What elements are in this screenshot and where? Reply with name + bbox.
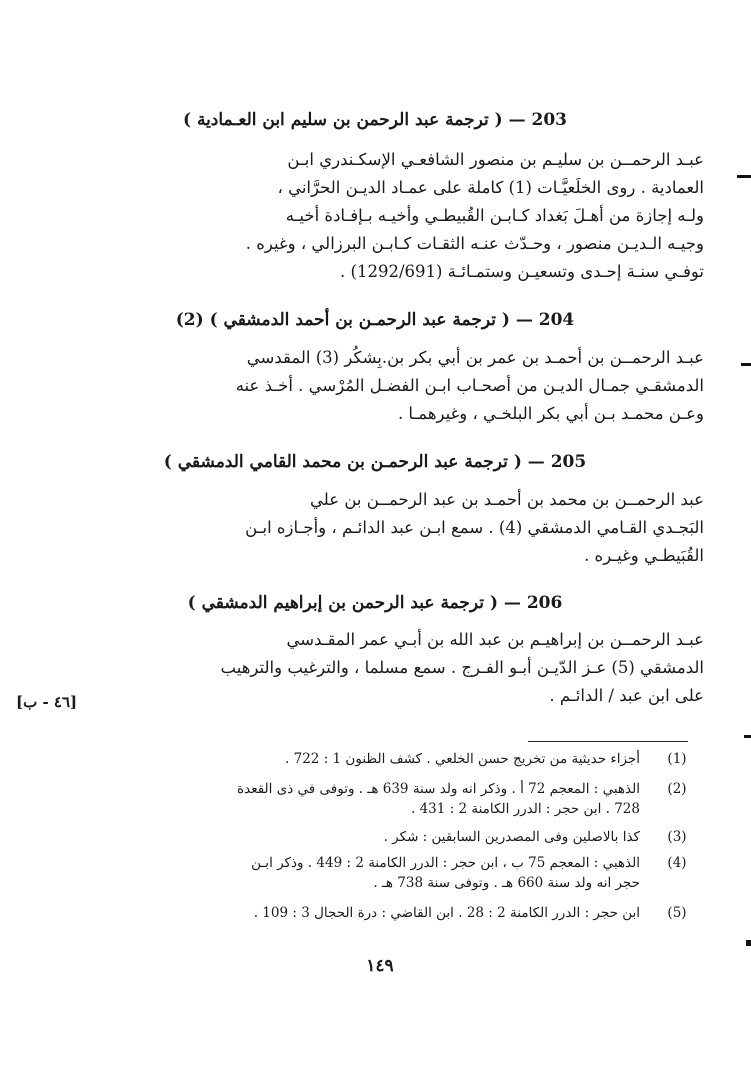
entry-number: 206 (526, 593, 563, 613)
footnote-number: (5) (667, 905, 687, 921)
footnote-number: (4) (667, 855, 687, 871)
text-line: وعـن محمـد بـن أبي بكر البلخـي ، وغيرهمـا . (397, 404, 704, 423)
text-line: عبـد الرحمــن بن إبراهيـم بن عبد الله بن أبـي عمر المقـدسي (286, 630, 704, 649)
footnote-2 (110, 779, 687, 819)
entry-heading-203: 203 — ( ترجمة عبد الرحمن بن سليم ابن العـمادية ) (183, 110, 567, 130)
scan-edge-mark (744, 735, 751, 738)
entry-title: ( ترجمة عبد الرحمـن بن محمد القامي الدمشقي ) (163, 452, 522, 472)
entry-heading-205: 205 — ( ترجمة عبد الرحمـن بن محمد القامي الدمشقي ) (163, 452, 587, 472)
entry-title: ( ترجمة عبد الرحمن بن إبراهيم الدمشقي ) (187, 593, 498, 613)
text-line: توفـي سنـة إحـدى وتسعيـن وستمـائـة (1292/691) . (340, 262, 704, 281)
page-number: ١٤٩ (366, 956, 394, 976)
entry-body-205 (114, 486, 704, 570)
text-line: الدمشقـي جمـال الديـن من أصحـاب ابـن الفضـل المُرْسي . أخـذ عنه (235, 376, 704, 395)
entry-body-204 (114, 344, 704, 428)
footnote-3 (110, 827, 687, 847)
footnote-separator (528, 741, 688, 742)
text-line: على ابن عبد / الدائـم . (549, 686, 704, 705)
entry-number: 203 (531, 110, 567, 130)
entry-body-203 (114, 146, 704, 286)
footnote-line: أجزاء حديثية من تخريج حسن الخلعي . كشف الظنون 1 : 722 . (285, 751, 640, 767)
entry-body-206 (114, 626, 704, 710)
text-line: وجيـه الـديـن منصور ، وحـدّث عنـه الثقـات كـابـن البرزالي ، وغيره . (245, 234, 704, 253)
text-line: عبـد الرحمــن بن أحمـد بن عمر بن أبي بكر بن.بِشكُر (3) المقدسي (246, 348, 704, 367)
footnote-line: حجر انه ولد سنة 660 هـ . وتوفى سنة 738 هـ . (373, 875, 640, 891)
scan-edge-mark (737, 175, 751, 178)
manuscript-folio-note: [٤٦ - ب] (16, 693, 78, 711)
footnote-1 (110, 749, 687, 769)
scan-edge-mark (741, 363, 751, 366)
text-line: الدمشقي (5) عـز الدّيـن أبـو الفـرج . سمع مسلما ، والترغيب والترهيب (220, 658, 704, 677)
scan-edge-mark (746, 940, 751, 946)
footnote-line: الذهبي : المعجم 75 ب ، ابن حجر : الدرر الكامنة 2 : 449 . وذكر ابـن (251, 855, 640, 871)
text-line: ولـه إجازة من أهـلَ بَغداد كـابـن القُبيطـي وأخيـه بـإفـادة أخيـه (285, 206, 704, 225)
entry-title: ( ترجمة عبد الرحمن بن سليم ابن العـمادية ) (183, 110, 503, 130)
text-line: عبد الرحمــن بن محمد بن أحمـد بن عبد الرحمــن بن علي (310, 490, 704, 509)
footnote-5 (110, 903, 687, 923)
text-line: العمادية . روى الخلَعيَّـات (1) كاملة على عمـاد الديـن الحرَّاني ، (277, 178, 704, 197)
footnote-4 (110, 853, 687, 893)
entry-heading-206: 206 — ( ترجمة عبد الرحمن بن إبراهيم الدمشقي ) (187, 593, 563, 613)
footnote-line: ابن حجر : الدرر الكامنة 2 : 28 . ابن القاضي : درة الحجال 3 : 109 . (253, 905, 640, 921)
footnote-line: كذا بالاصلين وفى المصدرين السابقين : شكر . (383, 829, 640, 845)
text-line: عبـد الرحمــن بن سليـم بن منصور الشافعـي الإسكـندري ابـن (287, 150, 704, 169)
footnote-line: 728 . ابن حجر : الدرر الكامنة 2 : 431 . (410, 801, 640, 817)
entry-number: 205 (550, 452, 587, 472)
footnote-number: (2) (667, 781, 687, 797)
entry-heading-204: 204 — ( ترجمة عبد الرحمـن بن أحمد الدمشقي ) (2) (175, 310, 575, 330)
footnote-line: الذهبي : المعجم 72 أ . وذكر انه ولد سنة 639 هـ . وتوفى في ذى القعدة (237, 781, 640, 797)
footnote-number: (3) (667, 829, 687, 845)
footnote-number: (1) (667, 751, 687, 767)
text-line: البَجـدي القـامي الدمشقي (4) . سمع ابـن عبد الدائـم ، وأجـازه ابـن (245, 518, 704, 537)
entry-number: 204 (538, 310, 575, 330)
entry-title: ( ترجمة عبد الرحمـن بن أحمد الدمشقي ) (2) (175, 310, 510, 330)
text-line: القُبَيطـي وغيـره . (584, 546, 704, 565)
